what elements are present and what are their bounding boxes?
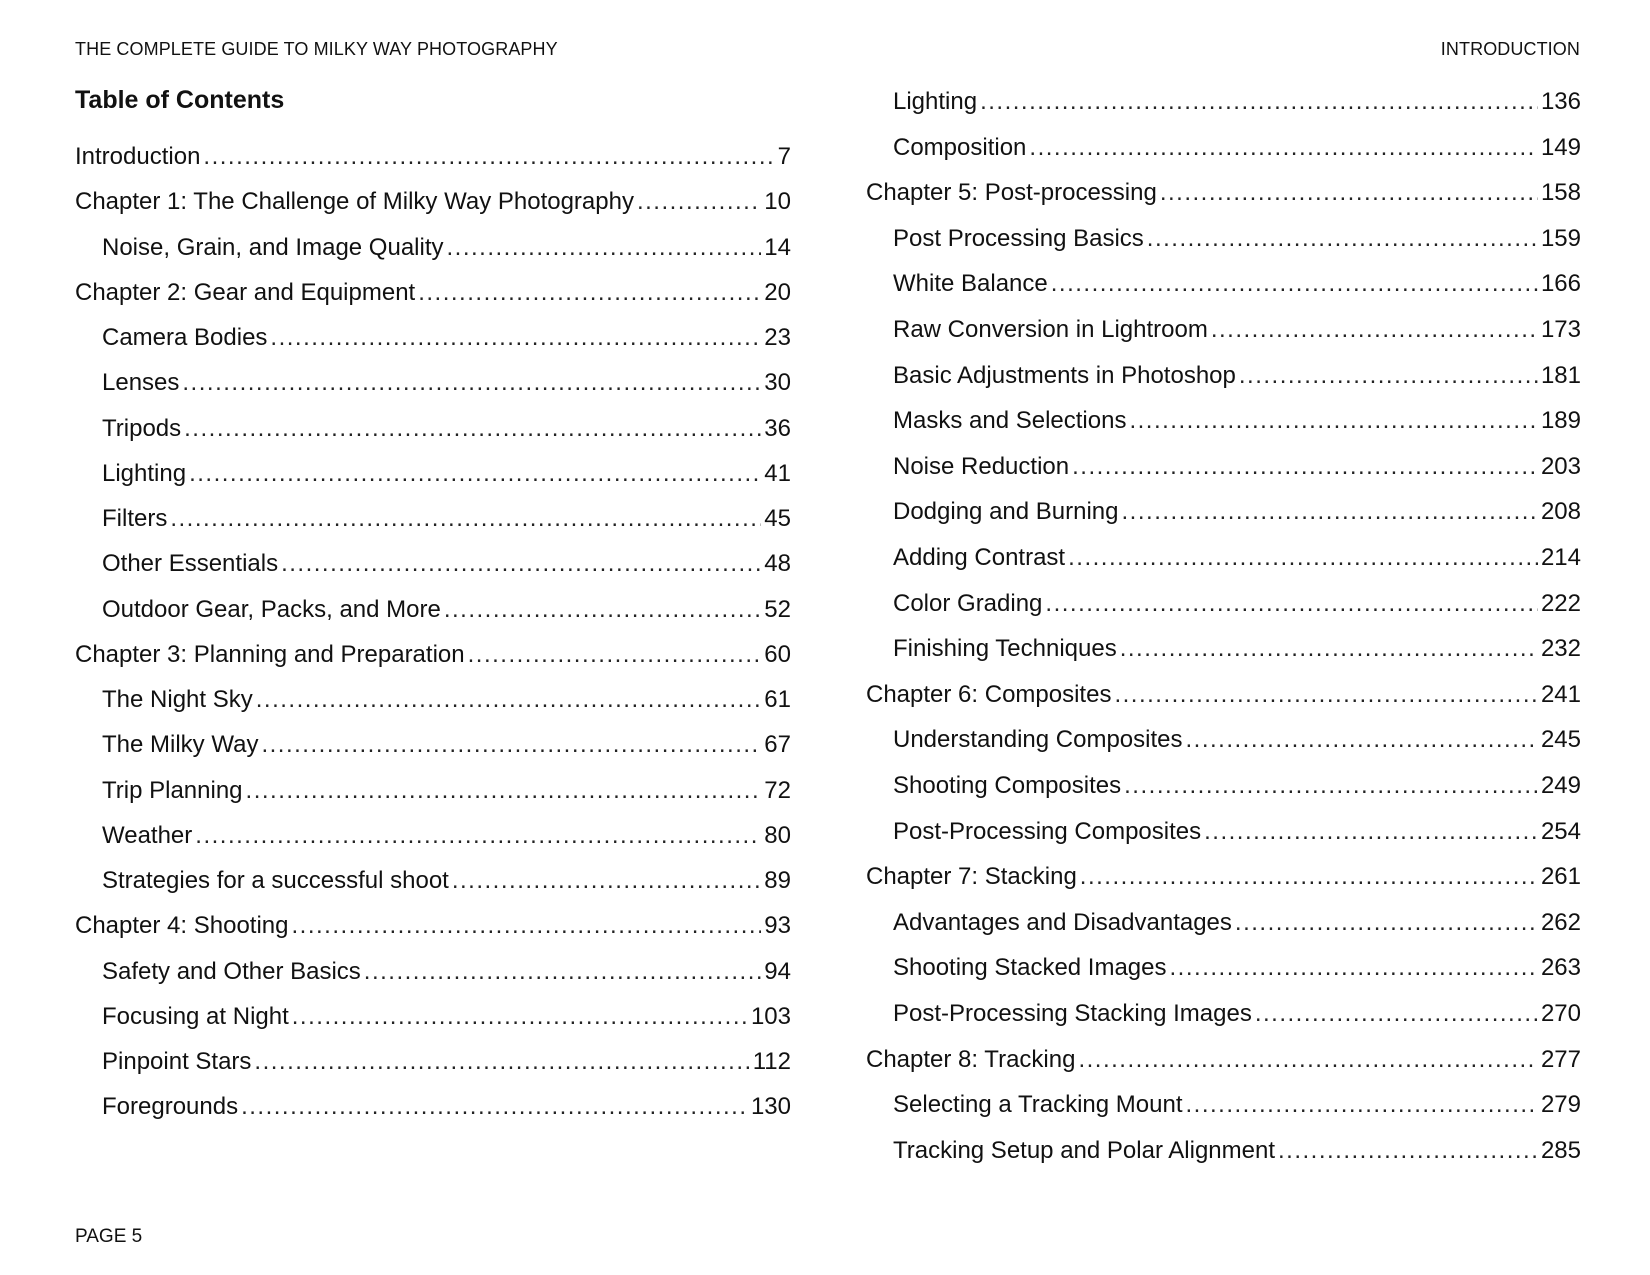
toc-entry-page: 241 [1540,680,1581,708]
toc-entry[interactable] [866,1044,1581,1076]
dot-leader [418,277,761,309]
toc-entry[interactable] [75,232,791,264]
toc-entry-label: Chapter 7: Stacking [866,863,1077,891]
toc-entry[interactable] [75,775,791,807]
toc-entry[interactable] [75,956,791,988]
toc-entry[interactable] [75,141,791,173]
dot-leader [1170,952,1538,984]
toc-entry-page: 10 [764,188,791,216]
toc-entry-page: 41 [764,459,791,487]
toc-entry[interactable] [75,910,791,942]
toc-entry-label: Focusing at Night [102,1002,289,1030]
toc-entry-label: Lenses [102,369,180,397]
toc-entry-label: Noise, Grain, and Image Quality [102,233,444,261]
toc-entry-page: 45 [764,505,791,532]
toc-entry-page: 60 [764,640,791,668]
dot-leader [452,865,761,897]
toc-entry[interactable] [75,594,791,626]
dot-leader [170,503,761,535]
toc-entry-page: 262 [1540,908,1581,936]
toc-entry-page: 270 [1540,1000,1581,1027]
dot-leader [447,232,762,264]
dot-leader [364,956,762,988]
dot-leader [637,186,761,218]
toc-entry[interactable] [866,451,1581,483]
toc-entry[interactable] [866,679,1581,711]
toc-entry[interactable] [866,360,1581,392]
dot-leader [1029,132,1538,164]
toc-entry[interactable] [866,1089,1581,1121]
toc-entry[interactable] [75,1001,791,1033]
toc-entry[interactable] [866,405,1581,437]
toc-entry-page: 159 [1540,224,1581,252]
toc-entry-label: Chapter 1: The Challenge of Milky Way Photography [75,188,634,216]
dot-leader [246,775,762,807]
toc-entry[interactable] [866,952,1581,984]
toc-entry[interactable] [866,223,1581,255]
toc-entry-label: Tripods [102,414,182,442]
toc-entry-page: 72 [764,776,791,804]
running-header-section: INTRODUCTION [1440,39,1580,59]
toc-entry[interactable] [75,820,791,852]
dot-leader [189,458,761,490]
toc-entry-page: 89 [764,867,791,894]
dot-leader [184,413,761,445]
toc-entry-page: 166 [1540,270,1581,298]
toc-entry[interactable] [866,177,1581,209]
toc-entry-label: Filters [102,505,168,532]
dot-leader [1078,1044,1538,1076]
toc-entry-label: Foregrounds [102,1093,239,1121]
toc-entry-page: 285 [1540,1136,1581,1164]
toc-entry-label: Camera Bodies [102,324,268,351]
toc-entry[interactable] [866,1135,1581,1167]
dot-leader [203,141,774,173]
toc-entry[interactable] [75,548,791,580]
toc-entry[interactable] [866,86,1581,118]
dot-leader [1255,998,1538,1030]
toc-entry-page: 232 [1540,635,1581,663]
toc-entry[interactable] [75,865,791,897]
toc-entry[interactable] [866,724,1581,756]
dot-leader [1080,861,1538,893]
toc-entry[interactable] [866,588,1581,620]
toc-entry-label: Raw Conversion in Lightroom [893,316,1208,343]
toc-entry-label: Understanding Composites [893,726,1183,754]
dot-leader [468,639,762,671]
toc-entry-page: 130 [750,1093,791,1121]
toc-entry-label: Chapter 3: Planning and Preparation [75,640,465,668]
dot-leader [292,1001,748,1033]
dot-leader [1235,907,1538,939]
dot-leader [1045,588,1538,620]
toc-entry-page: 173 [1540,316,1581,343]
toc-entry-page: 48 [764,550,791,578]
toc-entry-label: Shooting Stacked Images [893,954,1167,982]
toc-entry[interactable] [866,268,1581,300]
dot-leader [980,86,1538,118]
toc-entry[interactable] [866,861,1581,893]
toc-entry[interactable] [75,684,791,716]
dot-leader [1211,314,1538,346]
dot-leader [1186,1089,1538,1121]
toc-entry[interactable] [866,816,1581,848]
toc-entry-page: 181 [1540,361,1581,389]
toc-entry[interactable] [866,998,1581,1030]
toc-entry-label: Safety and Other Basics [102,957,361,985]
page-number: PAGE 5 [75,1226,143,1247]
dot-leader [270,322,761,354]
toc-entry[interactable] [75,367,791,399]
toc-entry-page: 112 [752,1048,791,1075]
toc-entry[interactable] [866,132,1581,164]
dot-leader [261,729,761,761]
dot-leader [241,1091,748,1123]
toc-entry-label: Composition [893,133,1027,161]
dot-leader [1068,542,1538,574]
toc-entry-label: Advantages and Disadvantages [893,908,1232,936]
toc-entry-page: 94 [764,957,791,985]
dot-leader [1122,496,1538,528]
toc-entry-label: Masks and Selections [893,407,1127,435]
toc-entry-page: 93 [764,912,791,940]
toc-entry[interactable] [75,729,791,761]
dot-leader [291,910,761,942]
toc-entry[interactable] [866,633,1581,665]
toc-entry-page: 103 [750,1002,791,1030]
toc-entry-label: Noise Reduction [893,452,1070,480]
toc-entry[interactable] [866,496,1581,528]
toc-entry-page: 189 [1540,407,1581,435]
toc-entry[interactable] [75,413,791,445]
toc-entry-label: Post Processing Basics [893,224,1144,252]
toc-entry-label: The Night Sky [102,686,253,713]
toc-entry-label: Selecting a Tracking Mount [893,1091,1183,1119]
dot-leader [182,367,761,399]
dot-leader [1278,1135,1538,1167]
toc-entry-label: Chapter 2: Gear and Equipment [75,278,416,306]
toc-entry[interactable] [75,1091,791,1123]
toc-entry-label: Lighting [102,459,187,487]
toc-entry-page: 149 [1540,133,1581,161]
toc-entry-label: Finishing Techniques [893,635,1117,663]
dot-leader [1186,724,1538,756]
toc-entry[interactable] [75,1046,791,1078]
toc-entry[interactable] [866,314,1581,346]
dot-leader [1239,360,1538,392]
toc-entry[interactable] [75,277,791,309]
toc-entry-label: Shooting Composites [893,772,1122,799]
toc-entry-label: Post-Processing Stacking Images [893,1000,1252,1027]
toc-entry[interactable] [866,907,1581,939]
toc-entry-page: 80 [764,821,791,849]
toc-entry[interactable] [75,503,791,535]
toc-entry-page: 7 [777,143,791,170]
toc-entry-label: Introduction [75,143,201,170]
toc-entry-page: 61 [764,686,791,713]
toc-entry-page: 279 [1540,1091,1581,1119]
dot-leader [1129,405,1538,437]
dot-leader [1114,679,1538,711]
toc-entry-page: 23 [764,324,791,351]
toc-entry-page: 203 [1540,452,1581,480]
toc-entry-label: Trip Planning [102,776,243,804]
toc-entry-page: 263 [1540,954,1581,982]
toc-entry-label: Basic Adjustments in Photoshop [893,361,1236,389]
toc-entry-page: 158 [1540,179,1581,207]
toc-entry-label: Adding Contrast [893,544,1066,571]
dot-leader [1124,770,1538,802]
dot-leader [1072,451,1538,483]
toc-entry-page: 36 [764,414,791,442]
toc-entry-label: Color Grading [893,589,1043,617]
toc-entry-page: 261 [1540,863,1581,891]
dot-leader [1051,268,1538,300]
toc-entry-page: 208 [1540,498,1581,526]
toc-entry-label: Other Essentials [102,550,279,578]
toc-entry-page: 30 [764,369,791,397]
toc-entry-label: Pinpoint Stars [102,1048,252,1075]
toc-entry-label: Post-Processing Composites [893,817,1202,845]
toc-entry-label: Strategies for a successful shoot [102,867,449,894]
toc-entry-label: The Milky Way [102,731,259,759]
toc-entry-label: White Balance [893,270,1048,298]
toc-entry[interactable] [75,639,791,671]
dot-leader [256,684,762,716]
toc-entry-page: 214 [1540,544,1581,571]
running-header-book-title: THE COMPLETE GUIDE TO MILKY WAY PHOTOGRAPHY [75,39,558,59]
toc-entry[interactable] [75,322,791,354]
toc-entry[interactable] [75,458,791,490]
dot-leader [195,820,761,852]
dot-leader [1160,177,1538,209]
dot-leader [1204,816,1538,848]
toc-entry-label: Chapter 8: Tracking [866,1045,1076,1073]
dot-leader [281,548,761,580]
toc-entry-label: Weather [102,821,193,849]
toc-entry-label: Outdoor Gear, Packs, and More [102,595,441,623]
toc-entry-page: 249 [1540,772,1581,799]
dot-leader [254,1046,749,1078]
toc-entry-page: 52 [764,595,791,623]
toc-entry-label: Lighting [893,88,978,115]
toc-entry-page: 14 [764,233,791,261]
toc-entry-label: Chapter 5: Post-processing [866,179,1157,207]
toc-entry[interactable] [866,770,1581,802]
toc-entry-page: 20 [764,278,791,306]
dot-leader [444,594,761,626]
toc-title: Table of Contents [75,86,285,114]
toc-entry-label: Tracking Setup and Polar Alignment [893,1136,1275,1164]
toc-entry-page: 254 [1540,817,1581,845]
toc-entry-page: 67 [764,731,791,759]
dot-leader [1120,633,1538,665]
toc-entry-label: Chapter 6: Composites [866,680,1112,708]
toc-entry-label: Chapter 4: Shooting [75,912,289,940]
toc-entry-page: 222 [1540,589,1581,617]
toc-entry-label: Dodging and Burning [893,498,1119,526]
toc-entry[interactable] [75,186,791,218]
toc-entry-page: 277 [1540,1045,1581,1073]
dot-leader [1147,223,1538,255]
toc-entry-page: 245 [1540,726,1581,754]
toc-entry-page: 136 [1540,88,1581,115]
toc-entry[interactable] [866,542,1581,574]
